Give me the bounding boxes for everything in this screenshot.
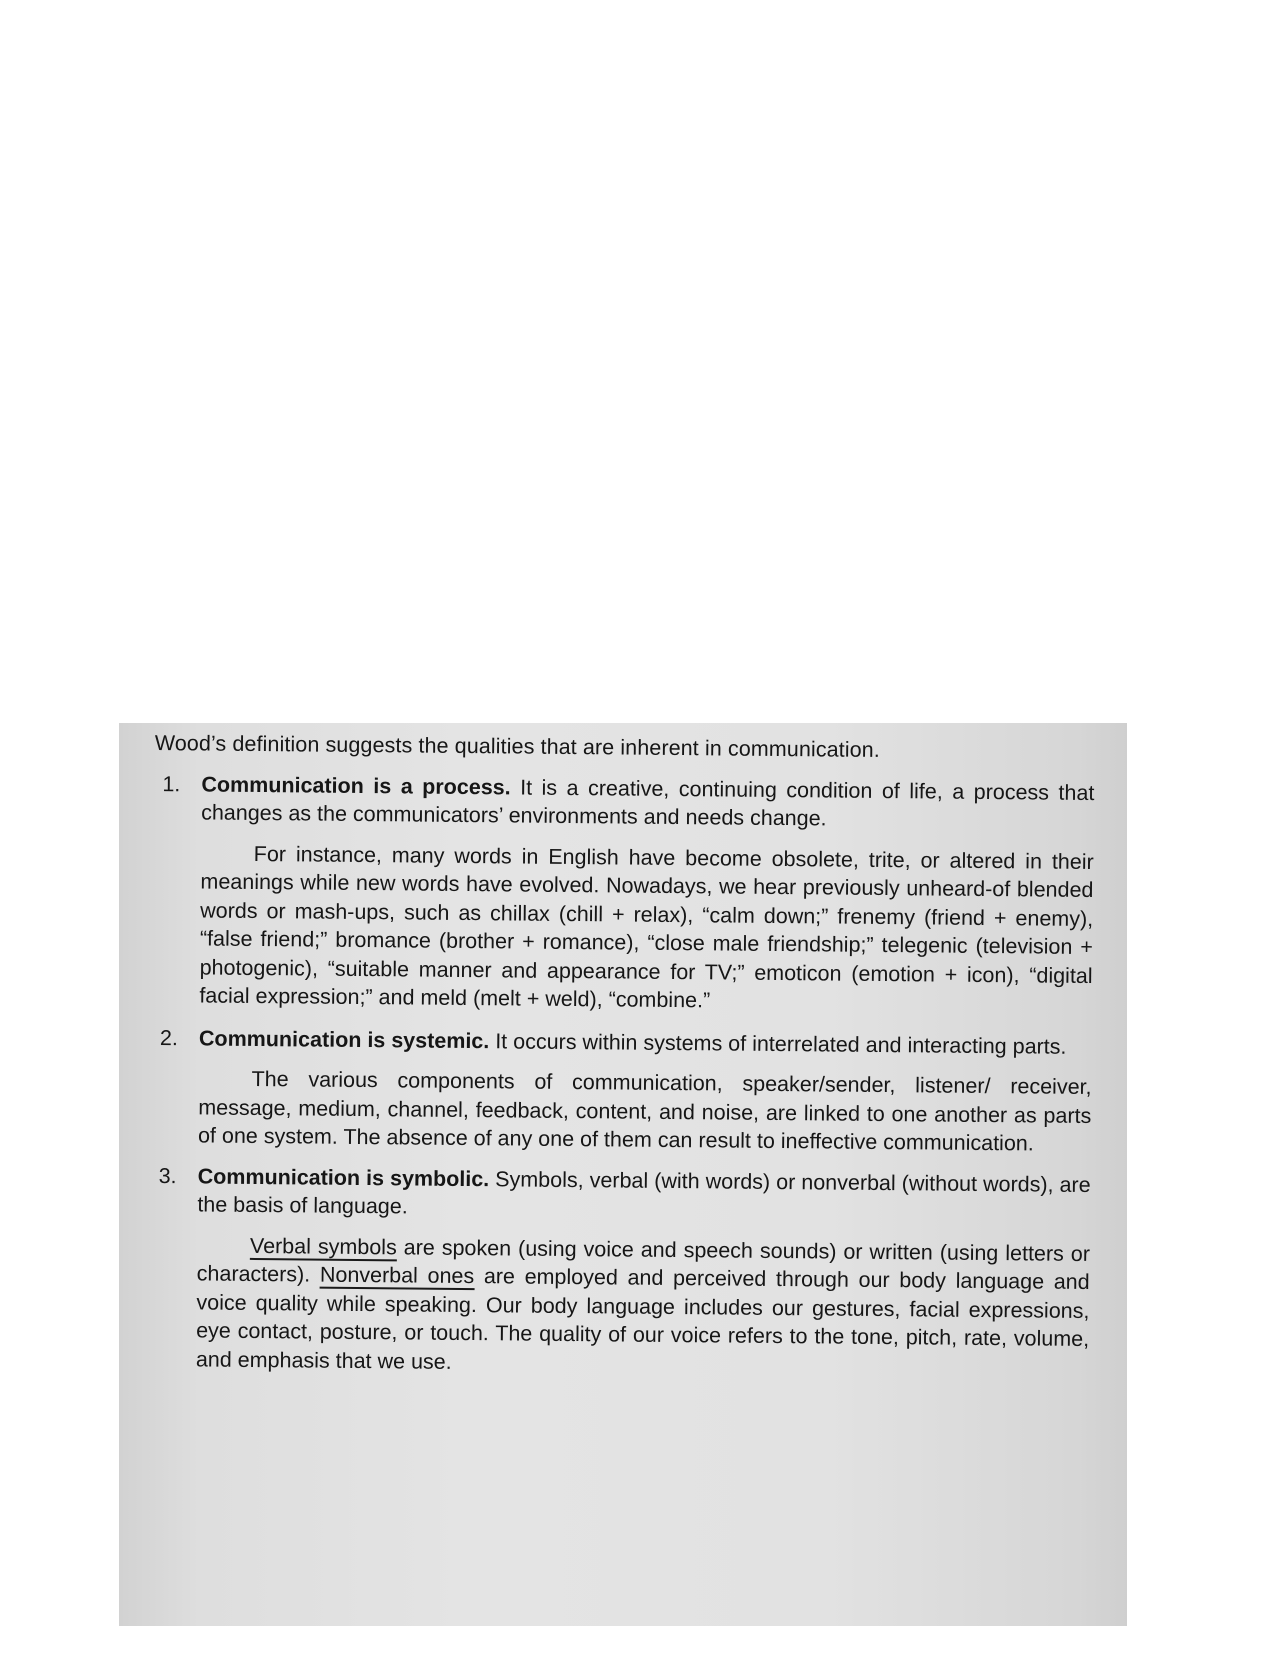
- example-text-part-2: are employed and perceived through our body language and voice quality while speaking. Our body language includes our gestures, facial expressions, eye contact, posture, or touch. The quality of our voice refers to the tone, pitch, rate, volume, and emphasis that we use.: [195, 1264, 1090, 1374]
- item-lead-paragraph: [201, 770, 1095, 836]
- item-text: It occurs within systems of interrelated and interacting parts.: [489, 1028, 1067, 1059]
- item-lead-paragraph: [199, 1024, 1092, 1061]
- item-text: It is a creative, continuing condition of life, a process that changes as the communicators’ environments and needs change.: [201, 774, 1095, 831]
- page-content: [149, 723, 1095, 1382]
- item-heading: Communication is a process.: [201, 771, 511, 799]
- example-paragraph-1: For instance, many words in English have become obsolete, trite, or altered in their meanings while new words have evolved. Nowadays, we hear previously unheard-of blended words or mash-ups, such as chillax (chill + relax), “calm down;” frenemy (friend + enemy), “false friend;” bromance (brother + romance), “close male friendship;” telegenic (television + photogenic), “suitable manner and appearance for TV;” emoticon (emotion + icon), “digital facial expression;” and meld (melt + weld), “combine.”: [199, 841, 1094, 1013]
- item-text: Symbols, verbal (with words) or nonverbal (without words), are the basis of language.: [197, 1166, 1091, 1219]
- item-heading: Communication is symbolic.: [197, 1163, 490, 1191]
- item-heading: Communication is systemic.: [198, 1025, 490, 1053]
- example-paragraph-3: [196, 1231, 1090, 1382]
- scanned-page: [119, 723, 1127, 1626]
- item-body: [201, 770, 1095, 836]
- list-item-1: [154, 769, 1095, 835]
- list-item-2: [152, 1023, 1092, 1061]
- item-body: [199, 1024, 1092, 1061]
- underlined-term-nonverbal: Nonverbal ones: [319, 1262, 475, 1289]
- item-number: 2.: [159, 1025, 179, 1050]
- list-item-3: [150, 1161, 1091, 1227]
- example-text-part-1: are spoken (using voice and speech sounds) or written (using letters or characters).: [196, 1234, 1091, 1287]
- item-lead-paragraph: [197, 1162, 1091, 1228]
- item-number: 3.: [158, 1163, 177, 1188]
- item-body: [197, 1162, 1091, 1228]
- item-number: 1.: [162, 771, 181, 796]
- underlined-term-verbal: Verbal symbols: [249, 1233, 397, 1259]
- intro-paragraph: Wood’s definition suggests the qualities that are inherent in communication.: [154, 730, 880, 762]
- example-paragraph-2: The various components of communication, speaker/sender, listener/ receiver, message, medium, channel, feedback, content, and noise, are linked to one another as parts of one system. The absence of any one of them can result to ineffective communication.: [197, 1066, 1092, 1156]
